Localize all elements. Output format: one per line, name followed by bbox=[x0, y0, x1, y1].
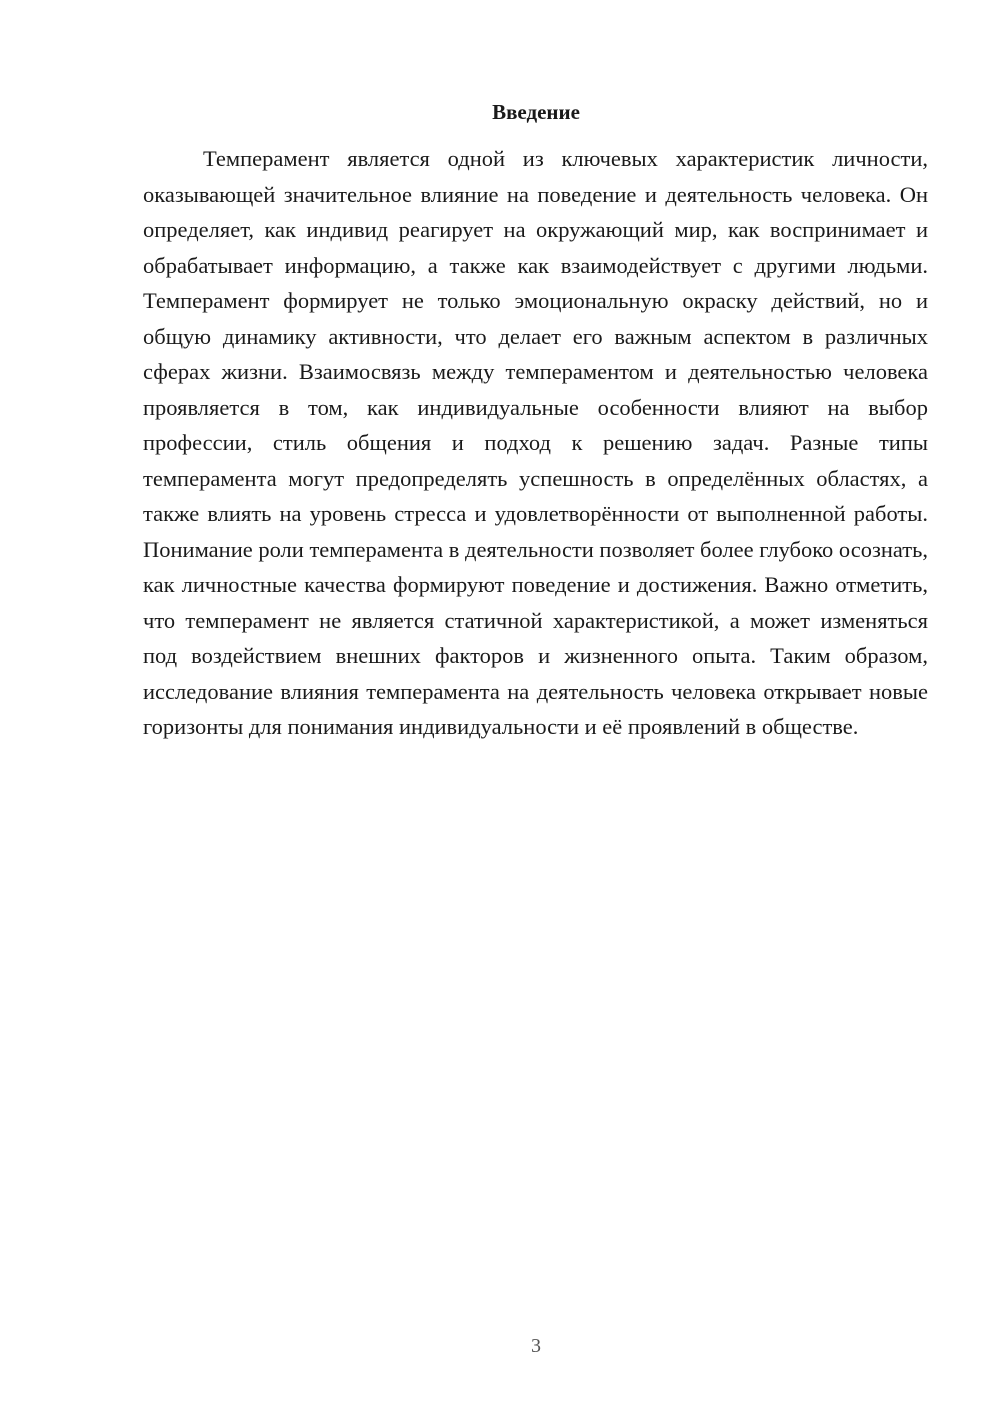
page-number: 3 bbox=[531, 1335, 541, 1357]
section-heading: Введение bbox=[492, 100, 580, 124]
body-paragraph: Темперамент является одной из ключевых характеристик личности, оказывающей значительное влияние на поведение и деятельность человека. Он определяет, как индивид реагирует на окружающий мир, как воспринимает и обрабатывает информацию, а также как взаимодействует с другими людьми. Темперамент формирует не только эмоциональную окраску действий, но и общую динамику активности, что делает его важным аспектом в различных сферах жизни. Взаимосвязь между темпераментом и деятельностью человека проявляется в том, как индивидуальные особенности влияют на выбор профессии, стиль общения и подход к решению задач. Разные типы темперамента могут предопределять успешность в определённых областях, а также влиять на уровень стресса и удовлетворённости от выполненной работы. Понимание роли темперамента в деятельности позволяет более глубоко осознать, как личностные качества формируют поведение и достижения. Важно отметить, что темперамент не является статичной характеристикой, а может изменяться под воздействием внешних факторов и жизненного опыта. Таким образом, исследование влияния темперамента на деятельность человека открывает новые горизонты для понимания индивидуальности и её проявлений в обществе. bbox=[143, 146, 929, 739]
